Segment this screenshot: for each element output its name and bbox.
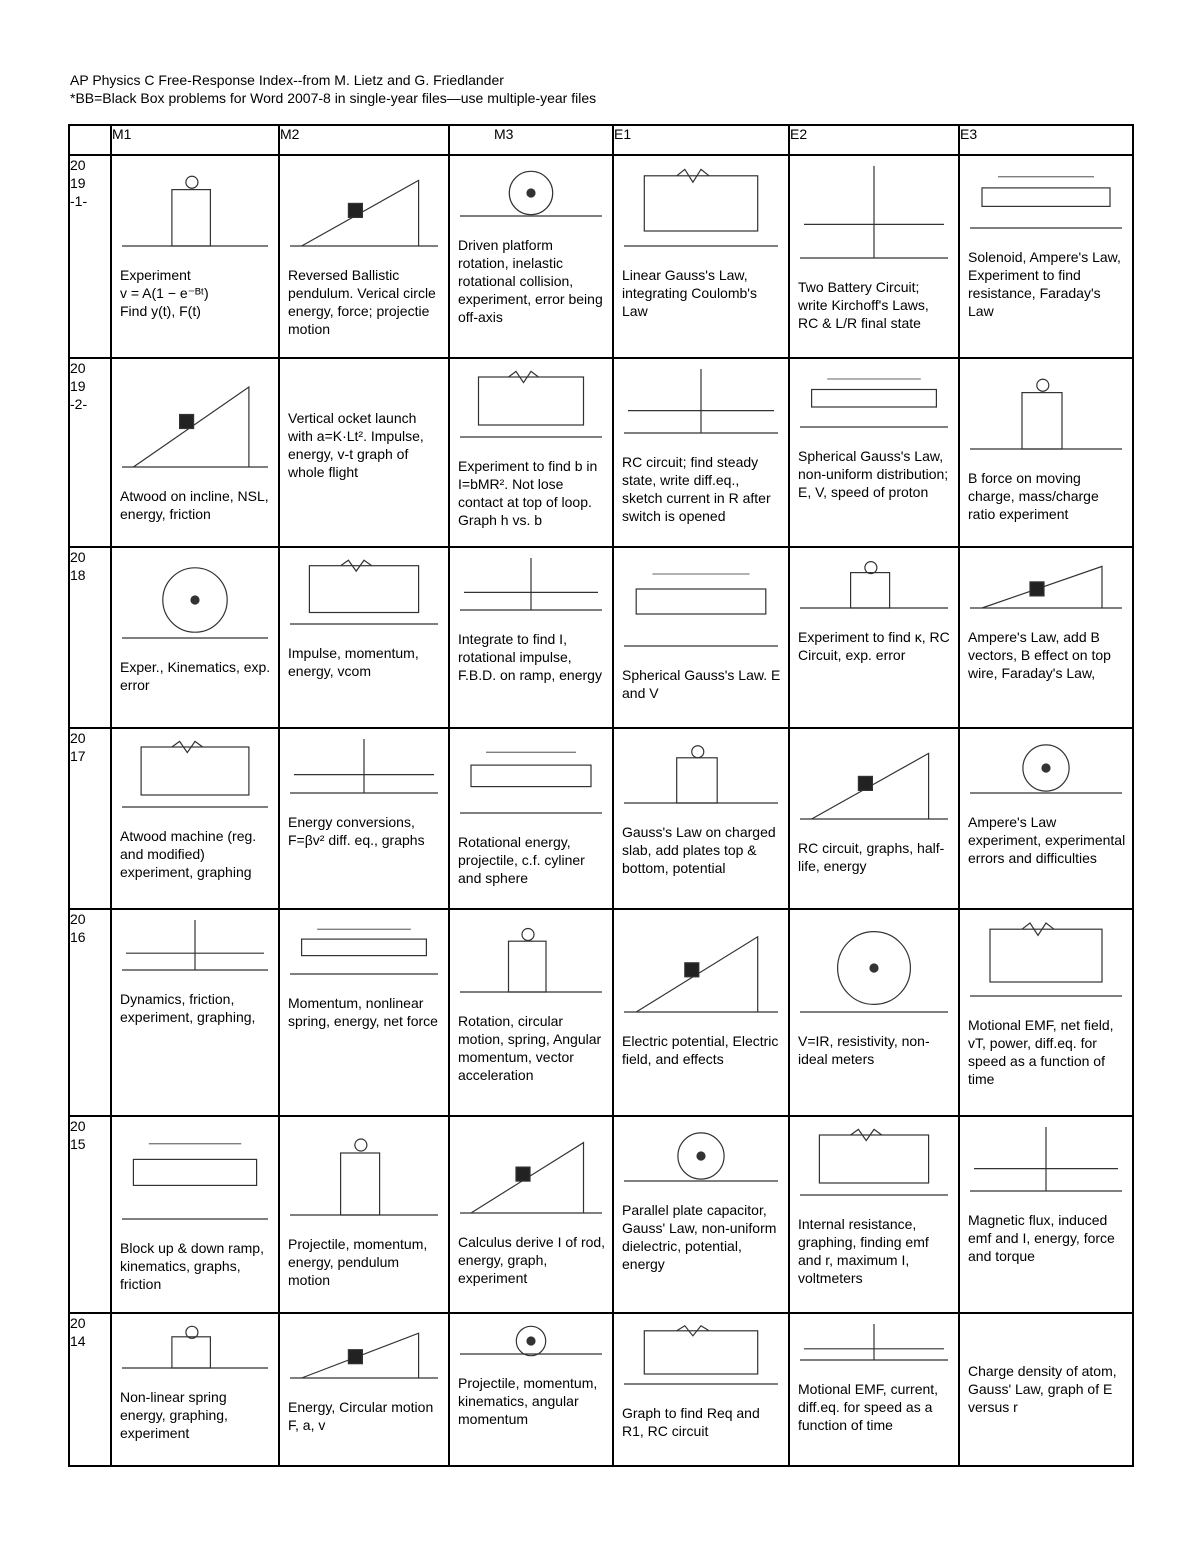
problem-diagram-icon [456,1320,606,1362]
problem-cell-content [790,548,958,726]
problem-diagram-icon [118,1320,272,1376]
problem-description: Ampere's Law, add B vectors, B effect on top wire, Faraday's Law, [968,629,1111,682]
problem-cell [789,155,959,358]
problem-description: Internal resistance, graphing, finding emf and r, maximum I, voltmeters [798,1216,929,1287]
problem-diagram-icon [620,1320,782,1392]
problem-cell [279,1313,449,1466]
year-label: 20 15 [69,1116,111,1313]
problem-cell [111,155,279,358]
problem-diagram-icon [966,1123,1126,1199]
problem-diagram-icon [286,916,442,982]
problem-diagram-icon [966,554,1126,616]
problem-cell [449,909,613,1116]
problem-description: Non-linear spring energy, graphing, experiment [120,1389,228,1442]
problem-description: Integrate to find I, rotational impulse, F.B.D. on ramp, energy [458,631,602,684]
problem-cell [789,547,959,728]
problem-cell [111,909,279,1116]
problem-cell [111,1116,279,1313]
problem-cell-content [112,1314,278,1464]
problem-diagram-icon [796,365,952,435]
problem-description: Energy conversions, F=βv² diff. eq., graphs [288,814,425,849]
problem-cell-content [960,359,1132,545]
problem-cell [111,1313,279,1466]
problem-diagram-icon [118,162,272,254]
problem-cell [449,358,613,547]
year-label: 20 18 [69,547,111,728]
table-row [69,1116,1133,1313]
problem-cell [613,1116,789,1313]
problem-description: Experiment to find b in I=bMR². Not lose contact at top of loop. Graph h vs. b [458,458,598,529]
problem-cell-content [280,910,448,1114]
problem-cell [279,909,449,1116]
problem-cell-content [614,729,788,907]
table-row [69,909,1133,1116]
problem-diagram-icon [796,735,952,827]
problem-cell-content [614,910,788,1114]
problem-description: Vertical ocket launch with a=K·Lt². Impulse, energy, v-t graph of whole flight [288,410,424,481]
problem-description: Two Battery Circuit; write Kirchoff's Laws, RC & L/R final state [798,279,929,331]
problem-cell [613,155,789,358]
header-title: AP Physics C Free-Response Index--from M. Lietz and G. Friedlander [70,72,504,88]
problem-cell [613,547,789,728]
problem-diagram-icon [966,735,1126,801]
problem-description: Atwood on incline, NSL, energy, friction [120,488,269,523]
problem-cell [613,358,789,547]
problem-cell [959,909,1133,1116]
problem-description: Ampere's Law experiment, experimental errors and difficulties [968,814,1126,867]
problem-diagram-icon [966,162,1126,236]
table-row [69,728,1133,909]
problem-diagram-icon [620,916,782,1020]
problem-cell [959,547,1133,728]
problem-description: Projectile, momentum, energy, pendulum motion [288,1236,428,1289]
problem-cell-content [450,359,612,545]
problem-cell [613,909,789,1116]
problem-description: Projectile, momentum, kinematics, angular momentum [458,1375,598,1428]
problem-diagram-icon [966,365,1126,457]
problem-description: Gauss's Law on charged slab, add plates top & bottom, potential [622,824,776,877]
problem-cell-content [112,910,278,1114]
problem-cell-content [960,910,1132,1114]
year-label: 20 14 [69,1313,111,1466]
problem-cell-content [790,1314,958,1464]
problem-description: V=IR, resistivity, non-ideal meters [798,1032,930,1067]
problem-cell [789,728,959,909]
problem-cell-content [280,359,448,545]
problem-diagram-icon [796,916,952,1020]
problem-diagram-icon [620,365,782,441]
problem-cell-content [280,1117,448,1311]
problem-cell-content [790,910,958,1114]
table-row [69,1313,1133,1466]
problem-description: Spherical Gauss's Law. E and V [622,667,781,702]
problem-diagram-icon [796,554,952,616]
problem-diagram-icon [456,916,606,1000]
problem-diagram-icon [286,1123,442,1223]
column-header-e3: E3 [959,125,1133,155]
problem-description: Graph to find Req and R1, RC circuit [622,1405,760,1440]
problem-description: Experiment v = A(1 − e⁻ᴮᵗ) Find y(t), F(t) [120,267,209,319]
problem-cell [613,728,789,909]
problem-diagram-icon [286,735,442,801]
problem-cell-content [450,548,612,726]
problem-description: B force on moving charge, mass/charge ratio experiment [968,470,1099,523]
problem-cell [111,728,279,909]
column-header-m2: M2 [279,125,449,155]
problem-diagram-icon [620,554,782,654]
problem-cell-content [280,1314,448,1464]
problem-description: Calculus derive I of rod, energy, graph, experiment [458,1234,606,1287]
problem-description: Magnetic flux, induced emf and I, energy, force and torque [968,1212,1115,1265]
problem-diagram-icon [966,916,1126,1004]
column-header-e2: E2 [789,125,959,155]
problem-cell-content [112,1117,278,1311]
problem-description: Dynamics, friction, experiment, graphing, [120,990,256,1025]
problem-cell-content [450,1314,612,1464]
problem-cell-content [960,156,1132,356]
column-header-e1: E1 [613,125,789,155]
problem-description: Energy, Circular motion F, a, v [288,1399,434,1434]
frq-index-table [68,124,1134,1467]
problem-cell [959,728,1133,909]
problem-cell [959,1313,1133,1466]
year-label: 20 16 [69,909,111,1116]
problem-description: Reversed Ballistic pendulum. Verical circle energy, force; projectie motion [288,267,436,337]
problem-diagram-icon [796,162,952,266]
problem-cell-content [280,156,448,356]
problem-cell-content [790,156,958,356]
problem-cell-content [960,1314,1132,1464]
problem-description: Linear Gauss's Law, integrating Coulomb's Law [622,267,757,319]
year-label: 20 19 -1- [69,155,111,358]
table-row [69,547,1133,728]
problem-diagram-icon [118,365,272,475]
problem-cell [279,728,449,909]
problem-cell [279,547,449,728]
problem-description: Exper., Kinematics, exp. error [120,659,271,694]
problem-description: Momentum, nonlinear spring, energy, net force [288,994,438,1029]
problem-description: Motional EMF, net field, vT, power, diff.eq. for speed as a function of time [968,1016,1114,1087]
problem-cell [449,1116,613,1313]
problem-cell [789,358,959,547]
problem-cell [279,358,449,547]
problem-cell-content [450,1117,612,1311]
problem-diagram-icon [118,916,272,978]
page-header [70,71,596,107]
problem-description: RC circuit, graphs, half-life, energy [798,840,945,875]
problem-cell-content [112,359,278,545]
problem-cell [449,547,613,728]
problem-cell [789,1313,959,1466]
problem-description: Rotation, circular motion, spring, Angular momentum, vector acceleration [458,1012,602,1083]
problem-cell [959,1116,1133,1313]
problem-diagram-icon [456,162,606,224]
problem-cell-content [450,729,612,907]
header-note: *BB=Black Box problems for Word 2007-8 in single-year files—use multiple-year files [70,90,597,106]
problem-cell [613,1313,789,1466]
problem-cell-content [112,548,278,726]
column-header-m3: M3 [449,125,613,155]
problem-cell-content [790,729,958,907]
problem-cell [449,728,613,909]
problem-diagram-icon [286,1320,442,1386]
problem-cell-content [614,548,788,726]
problem-cell [789,1116,959,1313]
column-header-m1: M1 [111,125,279,155]
problem-diagram-icon [620,735,782,811]
problem-diagram-icon [620,162,782,254]
problem-description: Charge density of atom, Gauss' Law, graph of E versus r [968,1363,1117,1416]
problem-cell [111,547,279,728]
problem-diagram-icon [620,1123,782,1189]
problem-cell-content [960,548,1132,726]
problem-cell [449,1313,613,1466]
problem-cell [279,155,449,358]
problem-diagram-icon [796,1123,952,1203]
problem-description: Experiment to find κ, RC Circuit, exp. error [798,629,950,664]
problem-cell-content [280,729,448,907]
problem-cell [449,155,613,358]
problem-cell [111,358,279,547]
problem-cell-content [450,156,612,356]
problem-diagram-icon [118,735,272,815]
problem-diagram-icon [286,162,442,254]
problem-diagram-icon [118,1123,272,1227]
problem-cell-content [614,156,788,356]
problem-diagram-icon [456,735,606,821]
problem-diagram-icon [286,554,442,632]
problem-description: Driven platform rotation, inelastic rotational collision, experiment, error being off-axis [458,237,603,325]
corner-cell [69,125,111,155]
year-label: 20 19 -2- [69,358,111,547]
problem-description: Impulse, momentum, energy, vcom [288,645,419,680]
problem-description: Atwood machine (reg. and modified) experiment, graphing [120,828,257,881]
problem-diagram-icon [456,1123,606,1221]
column-header-row [69,125,1133,155]
problem-description: RC circuit; find steady state, write diff.eq., sketch current in R after switch is opened [622,454,771,525]
problem-diagram-icon [118,554,272,646]
problem-diagram-icon [456,365,606,445]
problem-cell-content [790,1117,958,1311]
problem-description: Solenoid, Ampere's Law, Experiment to find resistance, Faraday's Law [968,249,1121,319]
problem-cell-content [112,729,278,907]
problem-cell-content [614,359,788,545]
problem-cell-content [614,1117,788,1311]
problem-cell [279,1116,449,1313]
problem-diagram-icon [796,1320,952,1368]
problem-cell [959,358,1133,547]
year-label: 20 17 [69,728,111,909]
problem-description: Electric potential, Electric field, and effects [622,1032,779,1067]
problem-cell-content [960,1117,1132,1311]
table-row [69,358,1133,547]
problem-cell-content [960,729,1132,907]
problem-description: Parallel plate capacitor, Gauss' Law, non-uniform dielectric, potential, energy [622,1202,777,1273]
table-row [69,155,1133,358]
problem-description: Motional EMF, current, diff.eq. for speed as a function of time [798,1381,939,1434]
problem-diagram-icon [456,554,606,618]
problem-cell-content [112,156,278,356]
problem-cell-content [450,910,612,1114]
problem-description: Rotational energy, projectile, c.f. cyliner and sphere [458,834,585,887]
problem-cell-content [790,359,958,545]
problem-cell [789,909,959,1116]
problem-cell-content [614,1314,788,1464]
problem-description: Block up & down ramp, kinematics, graphs, friction [120,1240,264,1293]
problem-cell-content [280,548,448,726]
problem-cell [959,155,1133,358]
problem-description: Spherical Gauss's Law, non-uniform distribution; E, V, speed of proton [798,448,949,501]
